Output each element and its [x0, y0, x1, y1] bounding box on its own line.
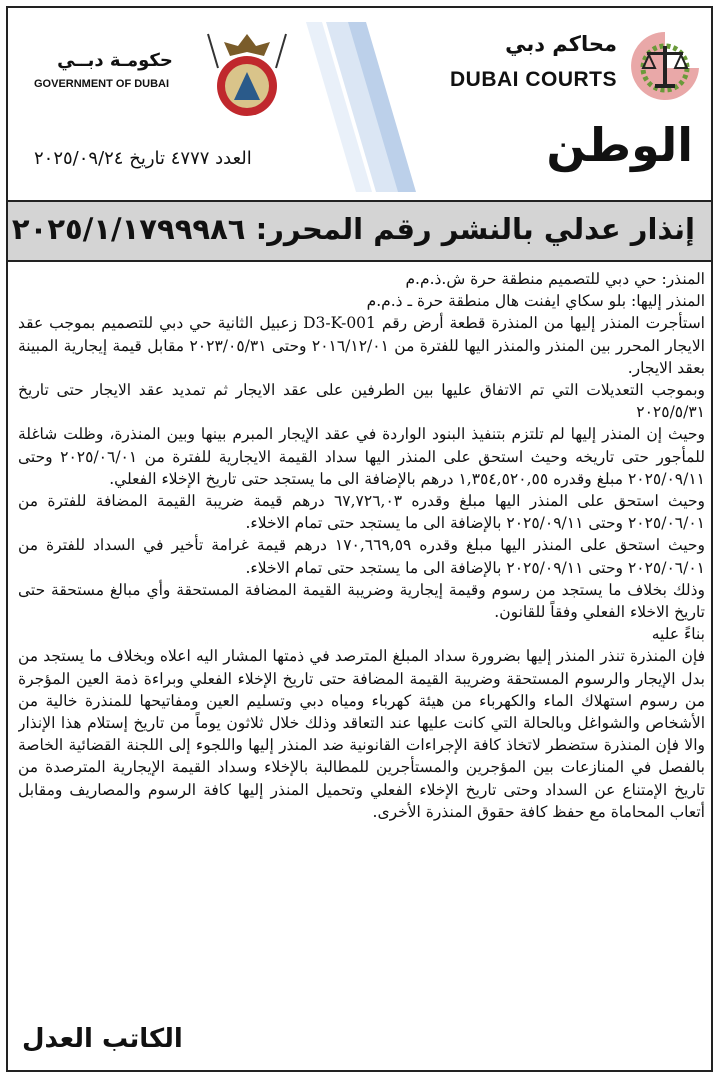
gov-english-name: GOVERNMENT OF DUBAI [34, 78, 170, 90]
notice-paragraph: وبموجب التعديلات التي تم الاتفاق عليها بين الطرفين على عقد الايجار ثم تمديد عقد الايجار حتى تاريخ ٢٠٢٥/٥/٣١ [18, 381, 705, 422]
issue-date: العدد ٤٧٧٧ تاريخ ٢٠٢٥/٠٩/٢٤ [34, 148, 252, 169]
notice-paragraph: المنذر: حي دبي للتصميم منطقة حرة ش.ذ.م.م [405, 270, 705, 288]
notice-paragraph: بناءً عليه [651, 625, 705, 644]
gov-arabic-name: حكومـة دبــي [57, 50, 173, 71]
notice-title-bar [8, 200, 711, 262]
decorative-stripes [296, 22, 416, 192]
notice-paragraph: وذلك بخلاف ما يستجد من رسوم وقيمة إيجارية وضريبة القيمة المضافة المستحقة وأي مبالغ مستحقة حتى تاريخ الاخلاء الفعلي وفقاً للقانون. [18, 580, 705, 622]
notice-paragraph: وحيث استحق على المنذر اليها مبلغ وقدره ١٧٠,٦٦٩,٥٩ درهم قيمة غرامة تأخير في السداد للفترة من ٢٠٢٥/٠٦/٠١ وحتى ٢٠٢٥/٠٩/١١ بالإضافة الى ما يستجد حتى تمام الاخلاء. [18, 536, 705, 577]
notice-paragraph: استأجرت المنذر إليها من المنذرة قطعة أرض رقم D3-K-001 زعبيل الثانية حي دبي للتصميم بموجب عقد الايجار المحرر بين المنذر والمنذر اليها للفترة من ٢٠١٦/١٢/٠١ وحتى ٢٠٢٣/٠٥/٣١ مقابل قيمة إيجارية المبينة بعقد الايجار. [18, 314, 705, 377]
courts-scales-icon [627, 28, 703, 104]
notice-paragraph: فإن المنذرة تنذر المنذر إليها بضرورة سداد المبلغ المترصد في ذمتها المشار اليه اعلاه وبخلاف ما يستجد من بدل الإيجار والرسوم المستحقة وضريبة القيمة المضافة حتى تاريخ الإخلاء الفعلي وبراءة ذمة العين المؤجرة من رسوم استهلاك الماء والكهرباء من هيئة كهرباء ومياه دبي وتسليم العين ومفاتيحها للمنذرة خالية من الأشخاص والشواغل وبالحالة التي كانت عليها عند التعاقد وذلك خلال ثلاثون يوماً من تاريخ إستلام هذا الإنذار والا فإن المنذرة ستضطر لاتخاذ كافة الإجراءات القانونية ضد المنذر إليها واللجوء إلى اللجنة القضائية الخاصة بالفصل في المنازعات بين المؤجرين والمستأجرين للمطالبة بالإخلاء وسداد القيمة الإيجارية المترصدة من تاريخ الإمتناع عن السداد وحتى تاريخ الإخلاء الفعلي وتحميل المنذر إليها كافة الرسوم والمصاريف ومقابل أتعاب المحاماة مع حفظ كافة حقوق المنذرة الأخرى. [18, 647, 705, 821]
notice-paragraph: وحيث إن المنذر إليها لم تلتزم بتنفيذ البنود الواردة في عقد الإيجار المبرم بينها وبين المنذرة، وظلت شاغلة للمأجور حتى تاريخه وحيث استحق على المنذر اليها سداد القيمة الايجارية للفترة من ٢٠٢٥/٠٦/٠١ وحتى ٢٠٢٥/٠٩/١١ مبلغ وقدره ١,٣٥٤,٥٢٠,٥٥ درهم بالإضافة الى ما يستجد حتى تاريخ الإخلاء الفعلي. [18, 425, 705, 488]
notice-title: إنذار عدلي بالنشر رقم المحرر: ٢٠٢٥/١/١٧٩٩٩٨٦ [11, 212, 695, 246]
notice-body [18, 268, 705, 986]
courts-english-name: DUBAI COURTS [450, 68, 617, 91]
government-of-dubai-logo [34, 28, 294, 128]
notice-paragraph: المنذر إليها: بلو سكاي ايفنت هال منطقة حرة ـ ذ.م.م [366, 292, 705, 311]
notice-paragraph: وحيث استحق على المنذر اليها مبلغ وقدره ٦٧,٧٢٦,٠٣ درهم قيمة ضريبة القيمة المضافة للفترة من ٢٠٢٥/٠٦/٠١ وحتى ٢٠٢٥/٠٩/١١ بالإضافة الى ما يستجد حتى تمام الاخلاء. [18, 492, 705, 533]
newspaper-name: الوطن [546, 118, 693, 172]
dubai-courts-logo [403, 28, 703, 106]
courts-arabic-name: محاكم دبي [505, 32, 617, 56]
falcon-emblem-icon [204, 28, 290, 124]
notary-signature: الكاتب العدل [22, 1024, 183, 1054]
